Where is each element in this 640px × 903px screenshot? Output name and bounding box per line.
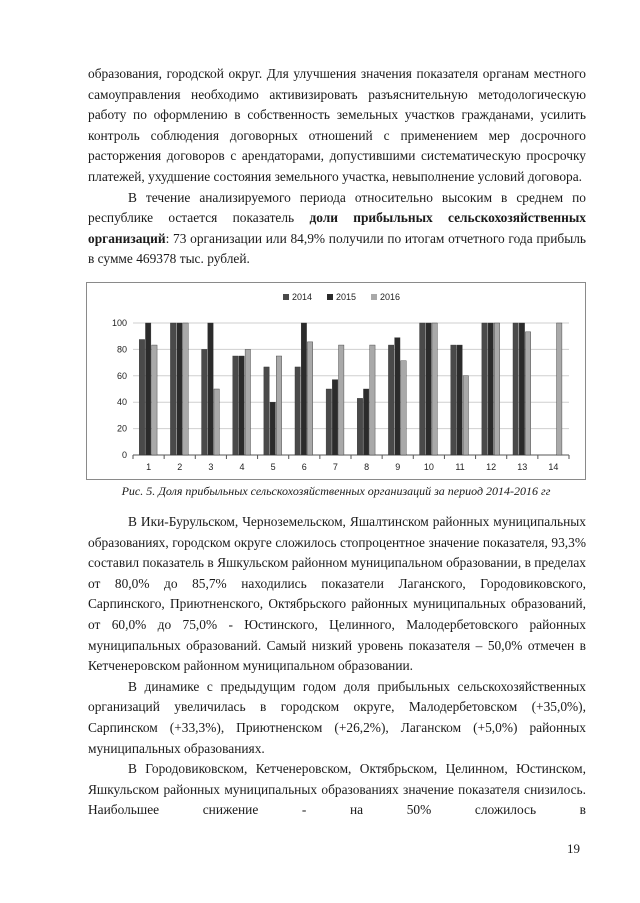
bar-2014 <box>295 367 300 455</box>
bar-2016 <box>245 349 250 455</box>
bar-2015 <box>239 356 244 455</box>
bar-2014 <box>264 367 269 455</box>
bar-2015 <box>145 323 150 455</box>
bar-2015 <box>177 323 182 455</box>
legend-swatch-2015 <box>327 294 333 300</box>
paragraph: В Ики-Бурульском, Черноземельском, Яшалтинском районных муниципальных образованиях, городском округе сложилось стопроцентное значение показателя, 93,3% составил показатель в Яшкульском районном муниципальном образовании, в пределах от 80,0% до 85,7% находились показатели Лаганского, Городовиковского, Сарпинского, Приютненского, Октябрьского районных муниципальных образований, от 60,0% до 75,0% - Юстинского, Целинного, Малодербетовского районных муниципальных образований. Самый низкий уровень показателя – 50,0% отмечен в Кетченеровском районном муниципальном образовании. <box>88 514 586 674</box>
bar-2014 <box>170 323 175 455</box>
x-tick-label: 12 <box>486 462 497 472</box>
bar-chart <box>86 282 586 480</box>
x-tick-label: 6 <box>301 462 307 472</box>
x-tick-label: 9 <box>395 462 401 472</box>
y-tick-label: 100 <box>111 318 127 328</box>
bar-2016 <box>494 323 499 455</box>
bar-2016 <box>152 345 157 455</box>
legend-label-2016: 2016 <box>380 292 401 302</box>
x-tick-label: 8 <box>364 462 370 472</box>
bar-2016 <box>276 356 281 455</box>
bar-2016 <box>463 376 468 455</box>
x-tick-label: 14 <box>548 462 559 472</box>
bar-2016 <box>557 323 562 455</box>
y-tick-label: 60 <box>116 370 127 381</box>
bar-2014 <box>482 323 487 455</box>
x-tick-label: 13 <box>517 462 528 472</box>
bar-chart-svg <box>87 283 587 481</box>
bar-2014 <box>326 389 331 455</box>
bar-2015 <box>332 380 337 455</box>
paragraph: В Городовиковском, Кетченеровском, Октябрьском, Целинном, Юстинском, Яшкульском районных муниципальных образованиях значение показателя снизилось. Наибольшее снижение - на 50% сложилось в <box>88 761 586 818</box>
bar-2014 <box>451 345 456 455</box>
y-tick-label: 80 <box>116 344 127 355</box>
legend-label-2015: 2015 <box>336 292 357 302</box>
bar-2014 <box>420 323 425 455</box>
x-tick-label: 11 <box>455 462 465 472</box>
legend-swatch-2014 <box>283 294 289 300</box>
paragraph-text: : 73 организации или 84,9% получили по итогам отчетного года прибыль в сумме 469378 тыс. рублей. <box>88 230 586 267</box>
paragraph-bold-term: доли прибыльных сельскохозяйственных организаций <box>88 210 586 246</box>
y-tick-label: 20 <box>116 423 127 434</box>
x-tick-label: 1 <box>146 462 152 472</box>
figure-caption: Рис. 5. Доля прибыльных сельскохозяйственных организаций за период 2014-2016 гг <box>121 484 551 498</box>
legend-label-2014: 2014 <box>292 292 313 302</box>
bar-2015 <box>301 323 306 455</box>
bar-2016 <box>525 332 530 455</box>
bar-2015 <box>488 323 493 455</box>
bar-2015 <box>426 323 431 455</box>
y-tick-label: 0 <box>121 450 127 460</box>
paragraph-text: В течение анализируемого периода относительно высоким в среднем по республике остается показатель <box>88 189 586 226</box>
bar-2015 <box>519 323 524 455</box>
x-tick-label: 10 <box>423 462 434 472</box>
bar-2016 <box>183 323 188 455</box>
bar-2014 <box>233 356 238 455</box>
bar-2015 <box>270 402 275 455</box>
bar-2016 <box>370 345 375 455</box>
bar-2015 <box>395 338 400 455</box>
bar-2015 <box>457 345 462 455</box>
x-tick-label: 4 <box>239 462 245 472</box>
paragraph <box>88 188 586 270</box>
x-tick-label: 7 <box>332 462 338 472</box>
bar-2014 <box>357 398 362 455</box>
page-number: 19 <box>567 841 580 856</box>
bar-2014 <box>513 323 518 455</box>
x-tick-label: 2 <box>177 462 183 472</box>
text-block-top <box>88 64 586 270</box>
paragraph: образования, городской округ. Для улучшения значения показателя органам местного самоуправления необходимо активизировать разъяснительную методологическую работу по оформлению в собственность земельных участков гражданами, усилить контроль соблюдения договорных отношений с применением мер досрочного расторжения договоров с арендаторами, допустившими систематическую просрочку платежей, ухудшение состояния земельного участка, невыполнение условий договора. <box>88 66 586 184</box>
y-tick-label: 40 <box>116 397 127 408</box>
x-tick-label: 3 <box>208 462 214 472</box>
bar-2015 <box>208 323 213 455</box>
bar-2016 <box>432 323 437 455</box>
legend-swatch-2016 <box>371 294 377 300</box>
paragraph: В динамике с предыдущим годом доля прибыльных сельскохозяйственных организаций увеличилась в городском округе, Малодербетовском (+35,0%), Сарпинском (+33,3%), Приютненском (+26,2%), Лаганском (+5,0%) районных муниципальных образованиях. <box>88 678 586 756</box>
bar-2016 <box>339 345 344 455</box>
bar-2014 <box>388 345 393 455</box>
bar-2015 <box>363 389 368 455</box>
bar-2016 <box>214 389 219 455</box>
bar-2014 <box>139 340 144 456</box>
text-block-bottom <box>88 512 586 821</box>
bar-2016 <box>401 361 406 455</box>
x-tick-label: 5 <box>270 462 276 472</box>
bar-2016 <box>307 342 312 455</box>
bar-2014 <box>202 349 207 455</box>
